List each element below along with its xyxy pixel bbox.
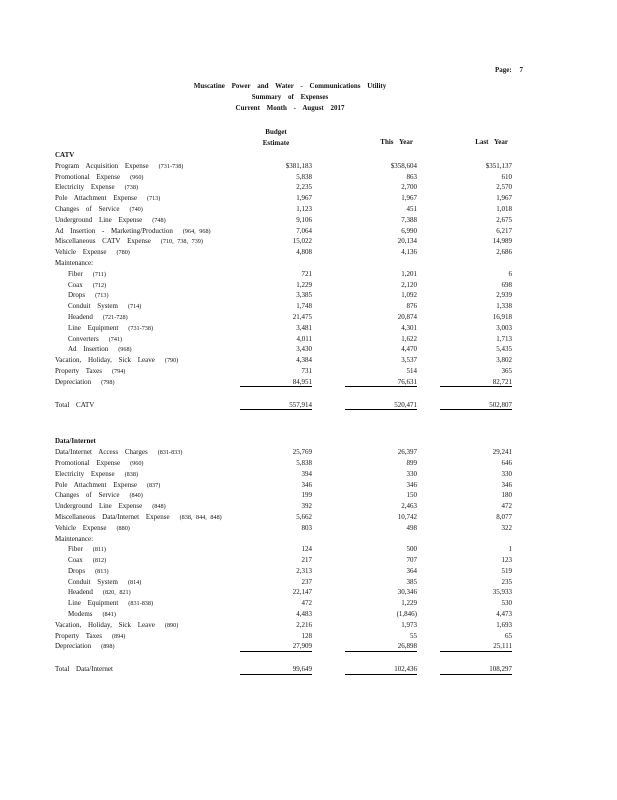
last-year-value: 530 [501, 599, 512, 608]
this-year-value: 2,463 [401, 502, 417, 511]
last-year-value: 346 [501, 480, 512, 489]
row-label: Drops (713) [68, 291, 109, 300]
row-label: Underground Line Expense (748) [55, 215, 166, 224]
budget-value: 4,483 [296, 610, 312, 619]
table-row [55, 447, 545, 458]
row-label: Fiber (711) [68, 269, 106, 278]
account-code: (838) [124, 470, 139, 478]
budget-value: 721 [301, 269, 312, 278]
budget-value: 1,123 [296, 204, 312, 213]
budget-value: 803 [301, 523, 312, 532]
budget-value: 21,475 [292, 312, 312, 321]
budget-value: 199 [301, 491, 312, 500]
row-label: Coax (712) [68, 280, 107, 289]
row-label: Pole Attachment Expense (713) [55, 194, 161, 203]
last-year-value: 2,570 [496, 183, 512, 192]
table-row [55, 312, 545, 323]
this-year-value: 1,201 [401, 269, 417, 278]
account-code: (838, 844, 848) [179, 513, 222, 521]
document-header [55, 81, 525, 113]
row-label: Fiber (811) [68, 545, 106, 554]
last-year-value: 1,713 [496, 334, 512, 343]
this-year-value: 863 [406, 172, 417, 181]
this-year-value: 451 [406, 204, 417, 213]
table-row [55, 609, 545, 620]
column-header-last-year: Last Year [475, 138, 508, 146]
account-code: (890) [164, 621, 179, 629]
table-row [55, 355, 545, 366]
row-label: Maintenance: [55, 258, 94, 267]
page-number-value: 7 [519, 66, 523, 74]
last-year-value: 6 [508, 269, 512, 278]
row-label: Depreciation (798) [55, 377, 115, 386]
table-row [55, 301, 545, 312]
report-period: Current Month - August 2017 [235, 103, 345, 112]
this-year-value: 876 [406, 302, 417, 311]
this-year-value: 26,898 [345, 641, 417, 652]
row-label: Maintenance: [55, 534, 94, 543]
budget-value: 4,011 [296, 334, 312, 343]
table-row [55, 512, 545, 523]
table-row [55, 172, 545, 183]
budget-value: 392 [301, 502, 312, 511]
budget-value: 5,662 [296, 512, 312, 521]
table-row [55, 544, 545, 555]
account-code: (748) [152, 216, 166, 224]
budget-value: 128 [301, 631, 312, 640]
budget-value: 217 [301, 556, 312, 565]
budget-value: 472 [301, 599, 312, 608]
account-code: (812) [92, 557, 107, 565]
table-row [55, 366, 545, 377]
last-year-value: 35,933 [492, 588, 512, 597]
this-year-value: 76,631 [345, 377, 417, 388]
this-year-value: 3,537 [401, 356, 417, 365]
last-year-value: 519 [501, 566, 512, 575]
account-code: (898) [101, 643, 115, 651]
account-code: (831-833) [157, 449, 183, 457]
last-year-value [440, 258, 512, 268]
last-year-value: 2,686 [496, 248, 512, 257]
this-year-value: 1,622 [401, 334, 417, 343]
account-code: (710, 738, 739) [160, 238, 203, 246]
this-year-value: 4,301 [401, 323, 417, 332]
this-year-value: 7,388 [401, 215, 417, 224]
row-label: Ad Insertion - Marketing/Production (964, 968) [55, 226, 211, 235]
budget-value: 7,064 [296, 226, 312, 235]
row-label: Electricity Expense (838) [55, 469, 139, 478]
total-row [55, 664, 545, 675]
account-code: (848) [152, 503, 166, 511]
account-code: (811) [92, 546, 106, 554]
last-year-value: 180 [501, 491, 512, 500]
last-year-value: 472 [501, 502, 512, 511]
last-year-value: 108,297 [440, 664, 512, 675]
budget-value: 84,951 [240, 377, 312, 388]
budget-value [240, 534, 312, 544]
this-year-value: 899 [406, 458, 417, 467]
this-year-value: 330 [406, 469, 417, 478]
this-year-value: 1,092 [401, 291, 417, 300]
account-code: (780) [116, 249, 130, 257]
table-row [55, 480, 545, 491]
account-code: (814) [127, 578, 142, 586]
account-code: (960) [130, 459, 144, 467]
budget-value: 99,649 [240, 664, 312, 675]
budget-value: 27,909 [240, 641, 312, 652]
row-label: Headend (721-728) [68, 312, 128, 321]
budget-value: 237 [301, 577, 312, 586]
this-year-value [345, 534, 417, 544]
table-row [55, 598, 545, 609]
table-row [55, 620, 545, 631]
budget-value: 4,384 [296, 356, 312, 365]
column-header-this-year: This Year [380, 138, 413, 146]
table-row [55, 534, 545, 545]
row-label: Promotional Expense (960) [55, 172, 144, 181]
table-row [55, 226, 545, 237]
row-label: Line Equipment (731-738) [68, 323, 154, 332]
last-year-value: 25,111 [440, 641, 512, 652]
last-year-value: 14,989 [492, 237, 512, 246]
account-code: (831-838) [128, 600, 154, 608]
table-row [55, 247, 545, 258]
table-row [55, 290, 545, 301]
budget-value: 2,313 [296, 566, 312, 575]
account-code: (738) [124, 184, 139, 192]
row-label: Changes of Service (840) [55, 491, 143, 500]
account-code: (711) [92, 270, 106, 278]
report-subtitle: Summary of Expenses [251, 92, 329, 101]
section-title: Data/Internet [55, 437, 96, 446]
budget-value: 557,914 [240, 400, 312, 411]
account-code: (837) [146, 481, 161, 489]
this-year-value: 514 [406, 366, 417, 375]
table-row [55, 215, 545, 226]
row-label: Conduit System (814) [68, 577, 142, 586]
this-year-value: 6,990 [401, 226, 417, 235]
account-code: (714) [127, 303, 142, 311]
row-label: Modems (841) [68, 610, 116, 619]
account-code: (841) [102, 611, 116, 619]
table-row [55, 490, 545, 501]
account-code: (840) [129, 492, 143, 500]
report-body [55, 150, 545, 675]
account-code: (794) [111, 367, 126, 375]
table-row [55, 555, 545, 566]
total-row [55, 400, 545, 411]
last-year-value: 365 [501, 366, 512, 375]
this-year-value: 364 [406, 566, 417, 575]
table-row [55, 204, 545, 215]
last-year-value: 1,338 [496, 302, 512, 311]
this-year-value: 500 [406, 545, 417, 554]
last-year-value: 1 [508, 545, 512, 554]
this-year-value: 520,471 [345, 400, 417, 411]
budget-value: 3,385 [296, 291, 312, 300]
row-label: Changes of Service (740) [55, 204, 143, 213]
table-row [55, 182, 545, 193]
last-year-value: 5,435 [496, 345, 512, 354]
budget-value: 1,229 [296, 280, 312, 289]
last-year-value: 1,018 [496, 204, 512, 213]
this-year-value: 150 [406, 491, 417, 500]
row-label: Pole Attachment Expense (837) [55, 480, 161, 489]
budget-value [240, 258, 312, 268]
this-year-value: 10,742 [397, 512, 417, 521]
last-year-value [440, 534, 512, 544]
budget-value: 2,216 [296, 620, 312, 629]
last-year-value: 4,473 [496, 610, 512, 619]
last-year-value: 6,217 [496, 226, 512, 235]
last-year-value: 3,003 [496, 323, 512, 332]
last-year-value: 322 [501, 523, 512, 532]
table-row [55, 523, 545, 534]
last-year-value: 123 [501, 556, 512, 565]
row-label: Underground Line Expense (848) [55, 502, 166, 511]
this-year-value: 102,436 [345, 664, 417, 675]
last-year-value: 502,807 [440, 400, 512, 411]
this-year-value: 385 [406, 577, 417, 586]
row-label: Converters (741) [68, 334, 123, 343]
table-row [55, 469, 545, 480]
table-row [55, 323, 545, 334]
section-data-internet [55, 436, 545, 675]
budget-value: 5,838 [296, 172, 312, 181]
table-row [55, 377, 545, 388]
account-code: (713) [146, 195, 161, 203]
budget-value: 2,235 [296, 183, 312, 192]
row-label: Drops (813) [68, 566, 109, 575]
budget-value: 15,022 [292, 237, 312, 246]
budget-value: 3,430 [296, 345, 312, 354]
account-code: (740) [129, 205, 143, 213]
page-number-label: Page: [495, 66, 512, 74]
this-year-value: 2,120 [401, 280, 417, 289]
last-year-value: 330 [501, 469, 512, 478]
last-year-value: 16,918 [492, 312, 512, 321]
budget-value: 346 [301, 480, 312, 489]
last-year-value: 8,077 [496, 512, 512, 521]
budget-value: 124 [301, 545, 312, 554]
row-label: Coax (812) [68, 556, 107, 565]
this-year-value: 346 [406, 480, 417, 489]
row-label: Total CATV [55, 400, 95, 409]
last-year-value: 235 [501, 577, 512, 586]
budget-value: 1,967 [296, 194, 312, 203]
account-code: (820, 821) [102, 589, 131, 597]
page-number [495, 66, 523, 74]
section-title: CATV [55, 151, 75, 159]
this-year-value: 1,229 [401, 599, 417, 608]
row-label: Property Taxes (794) [55, 366, 126, 375]
row-label: Electricity Expense (738) [55, 183, 139, 192]
account-code: (712) [92, 281, 107, 289]
this-year-value: 30,346 [397, 588, 417, 597]
table-row [55, 193, 545, 204]
row-label: Property Taxes (894) [55, 631, 126, 640]
table-row [55, 269, 545, 280]
last-year-value: 29,241 [492, 448, 512, 457]
this-year-value: 20,874 [397, 312, 417, 321]
account-code: (964, 968) [182, 227, 211, 235]
last-year-value: 646 [501, 458, 512, 467]
table-row [55, 334, 545, 345]
row-label: Miscellaneous Data/Internet Expense (838, 844, 848) [55, 512, 222, 521]
last-year-value: 65 [505, 631, 512, 640]
budget-value: 731 [301, 366, 312, 375]
row-label: Vacation, Holiday, Sick Leave (790) [55, 356, 179, 365]
table-row [55, 587, 545, 598]
this-year-value: 20,134 [397, 237, 417, 246]
this-year-value [345, 258, 417, 268]
row-label: Vacation, Holiday, Sick Leave (890) [55, 620, 179, 629]
account-code: (721-728) [102, 313, 128, 321]
table-row [55, 501, 545, 512]
this-year-value: 55 [410, 631, 417, 640]
last-year-value: 2,675 [496, 215, 512, 224]
last-year-value: 82,721 [440, 377, 512, 388]
budget-value: $381,183 [285, 161, 312, 170]
this-year-value: 4,136 [401, 248, 417, 257]
table-row [55, 631, 545, 642]
this-year-value: 1,967 [401, 194, 417, 203]
account-code: (798) [101, 378, 115, 386]
last-year-value: 3,802 [496, 356, 512, 365]
row-label: Ad Insertion (968) [68, 345, 132, 354]
this-year-value: $358,604 [390, 161, 417, 170]
table-row [55, 641, 545, 652]
this-year-value: 26,397 [397, 448, 417, 457]
this-year-value: 707 [406, 556, 417, 565]
report-title: Muscatine Power and Water - Communications Utility [193, 82, 387, 90]
section-catv [55, 150, 545, 410]
table-row [55, 280, 545, 291]
account-code: (713) [95, 292, 109, 300]
column-header-budget-line2: Estimate [262, 139, 290, 147]
table-row [55, 577, 545, 588]
last-year-value: 698 [501, 280, 512, 289]
this-year-value: 2,700 [401, 183, 417, 192]
last-year-value: $351,137 [485, 161, 512, 170]
row-label: Depreciation (898) [55, 642, 115, 651]
this-year-value: (1,846) [396, 610, 417, 619]
last-year-value: 1,967 [496, 194, 512, 203]
budget-value: 4,808 [296, 248, 312, 257]
account-code: (731-738) [128, 324, 154, 332]
account-code: (880) [116, 524, 130, 532]
table-row [55, 458, 545, 469]
last-year-value: 610 [501, 172, 512, 181]
account-code: (741) [108, 335, 123, 343]
account-code: (894) [111, 632, 126, 640]
account-code: (790) [164, 357, 179, 365]
row-label: Line Equipment (831-838) [68, 599, 154, 608]
this-year-value: 498 [406, 523, 417, 532]
budget-value: 394 [301, 469, 312, 478]
budget-value: 5,838 [296, 458, 312, 467]
budget-value: 22,147 [292, 588, 312, 597]
account-code: (968) [118, 346, 132, 354]
account-code: (960) [130, 173, 144, 181]
budget-value: 25,769 [292, 448, 312, 457]
row-label: Total Data/Internet [55, 665, 113, 674]
table-row [55, 566, 545, 577]
account-code: (731-738) [158, 162, 184, 170]
row-label: Program Acquisition Expense (731-738) [55, 161, 184, 170]
account-code: (813) [95, 567, 109, 575]
last-year-value: 2,939 [496, 291, 512, 300]
row-label: Miscellaneous CATV Expense (710, 738, 739) [55, 237, 203, 246]
row-label: Vehicle Expense (780) [55, 248, 130, 257]
table-row [55, 258, 545, 269]
column-header-budget [240, 127, 312, 149]
column-header-budget-line1: Budget [265, 128, 287, 136]
row-label: Promotional Expense (960) [55, 458, 144, 467]
row-label: Headend (820, 821) [68, 588, 131, 597]
row-label: Conduit System (714) [68, 302, 142, 311]
last-year-value: 1,693 [496, 620, 512, 629]
row-label: Data/Internet Access Charges (831-833) [55, 448, 183, 457]
budget-value: 9,106 [296, 215, 312, 224]
column-headers [55, 127, 525, 150]
table-row [55, 236, 545, 247]
budget-value: 1,748 [296, 302, 312, 311]
table-row [55, 344, 545, 355]
budget-value: 3,481 [296, 323, 312, 332]
row-label: Vehicle Expense (880) [55, 523, 130, 532]
this-year-value: 1,973 [401, 620, 417, 629]
table-row [55, 161, 545, 172]
this-year-value: 4,470 [401, 345, 417, 354]
